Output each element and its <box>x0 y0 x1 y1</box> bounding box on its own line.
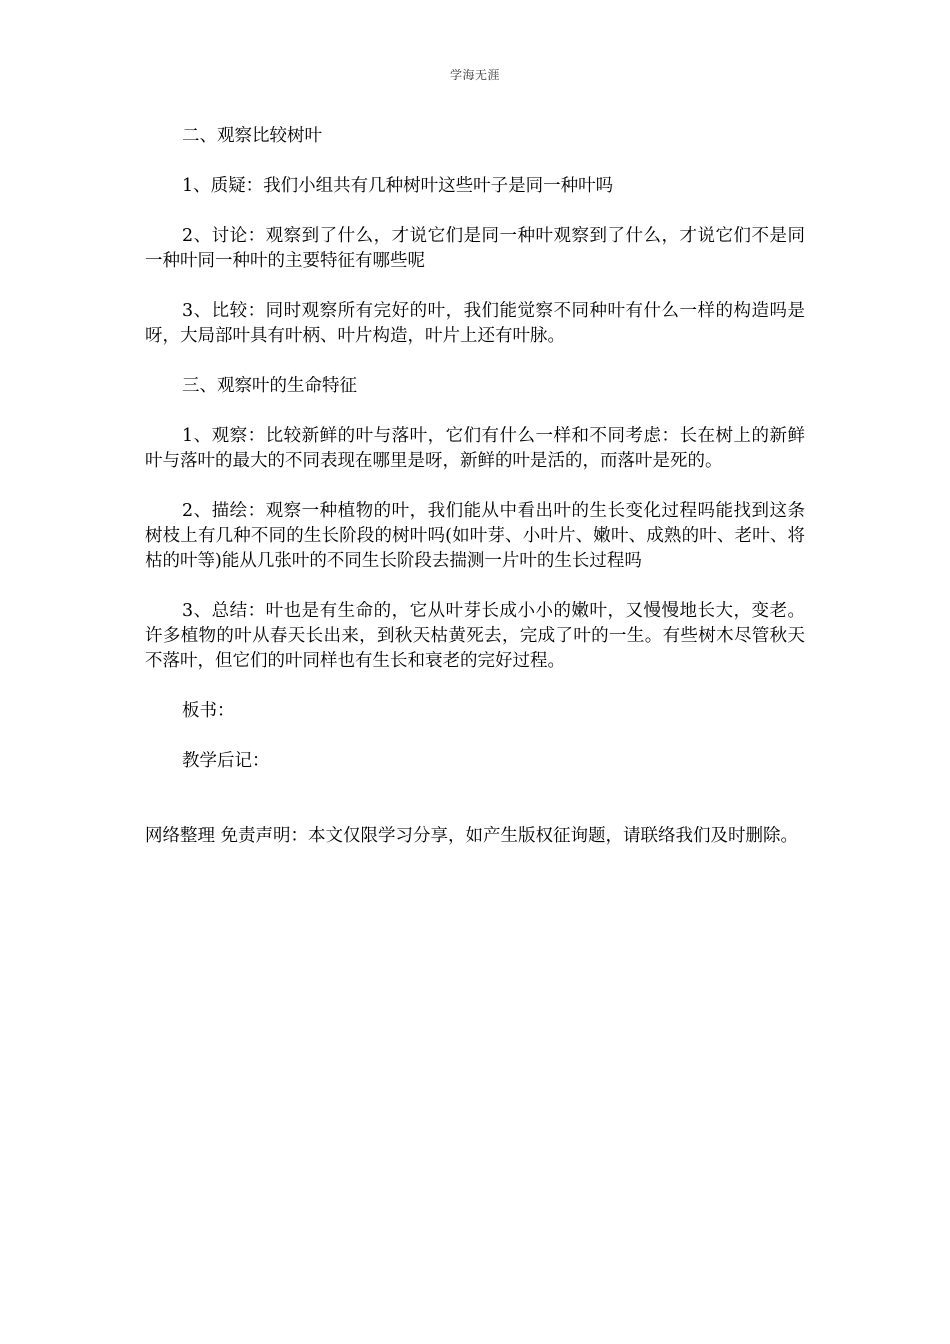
paragraph-comparison: 3、比较：同时观察所有完好的叶，我们能觉察不同种叶有什么一样的构造吗是呀，大局部叶具有叶柄、叶片构造，叶片上还有叶脉。 <box>145 301 805 346</box>
disclaimer-text: 网络整理 免责声明：本文仅限学习分享，如产生版权征询题，请联络我们及时删除。 <box>145 826 799 846</box>
paragraph-discussion: 2、讨论：观察到了什么，才说它们是同一种叶观察到了什么，才说它们不是同一种叶同一种叶的主要特征有哪些呢 <box>145 226 805 271</box>
paragraph-summary: 3、总结：叶也是有生命的，它从叶芽长成小小的嫩叶，又慢慢地长大，变老。许多植物的叶从春天长出来，到秋天枯黄死去，完成了叶的一生。有些树木尽管秋天不落叶，但它们的叶同样也有生长和衰老的完好过程。 <box>145 601 805 671</box>
board-writing-label: 板书： <box>182 701 235 721</box>
paragraph-observation: 1、观察：比较新鲜的叶与落叶，它们有什么一样和不同考虑：长在树上的新鲜叶与落叶的最大的不同表现在哪里是呀，新鲜的叶是活的，而落叶是死的。 <box>145 426 805 471</box>
section-heading-life-features: 三、观察叶的生命特征 <box>182 376 357 396</box>
paragraph-question: 1、质疑：我们小组共有几种树叶这些叶子是同一种叶吗 <box>182 176 614 196</box>
document-body <box>145 124 805 874</box>
page-header: 学海无涯 <box>449 68 500 82</box>
paragraph-description: 2、描绘：观察一种植物的叶，我们能从中看出叶的生长变化过程吗能找到这条树枝上有几种不同的生长阶段的树叶吗(如叶芽、小叶片、嫩叶、成熟的叶、老叶、将枯的叶等)能从几张叶的不同生长阶段去揣测一片叶的生长过程吗 <box>145 501 805 571</box>
section-heading-compare-leaves: 二、观察比较树叶 <box>182 126 322 146</box>
teaching-notes-label: 教学后记： <box>182 751 270 771</box>
